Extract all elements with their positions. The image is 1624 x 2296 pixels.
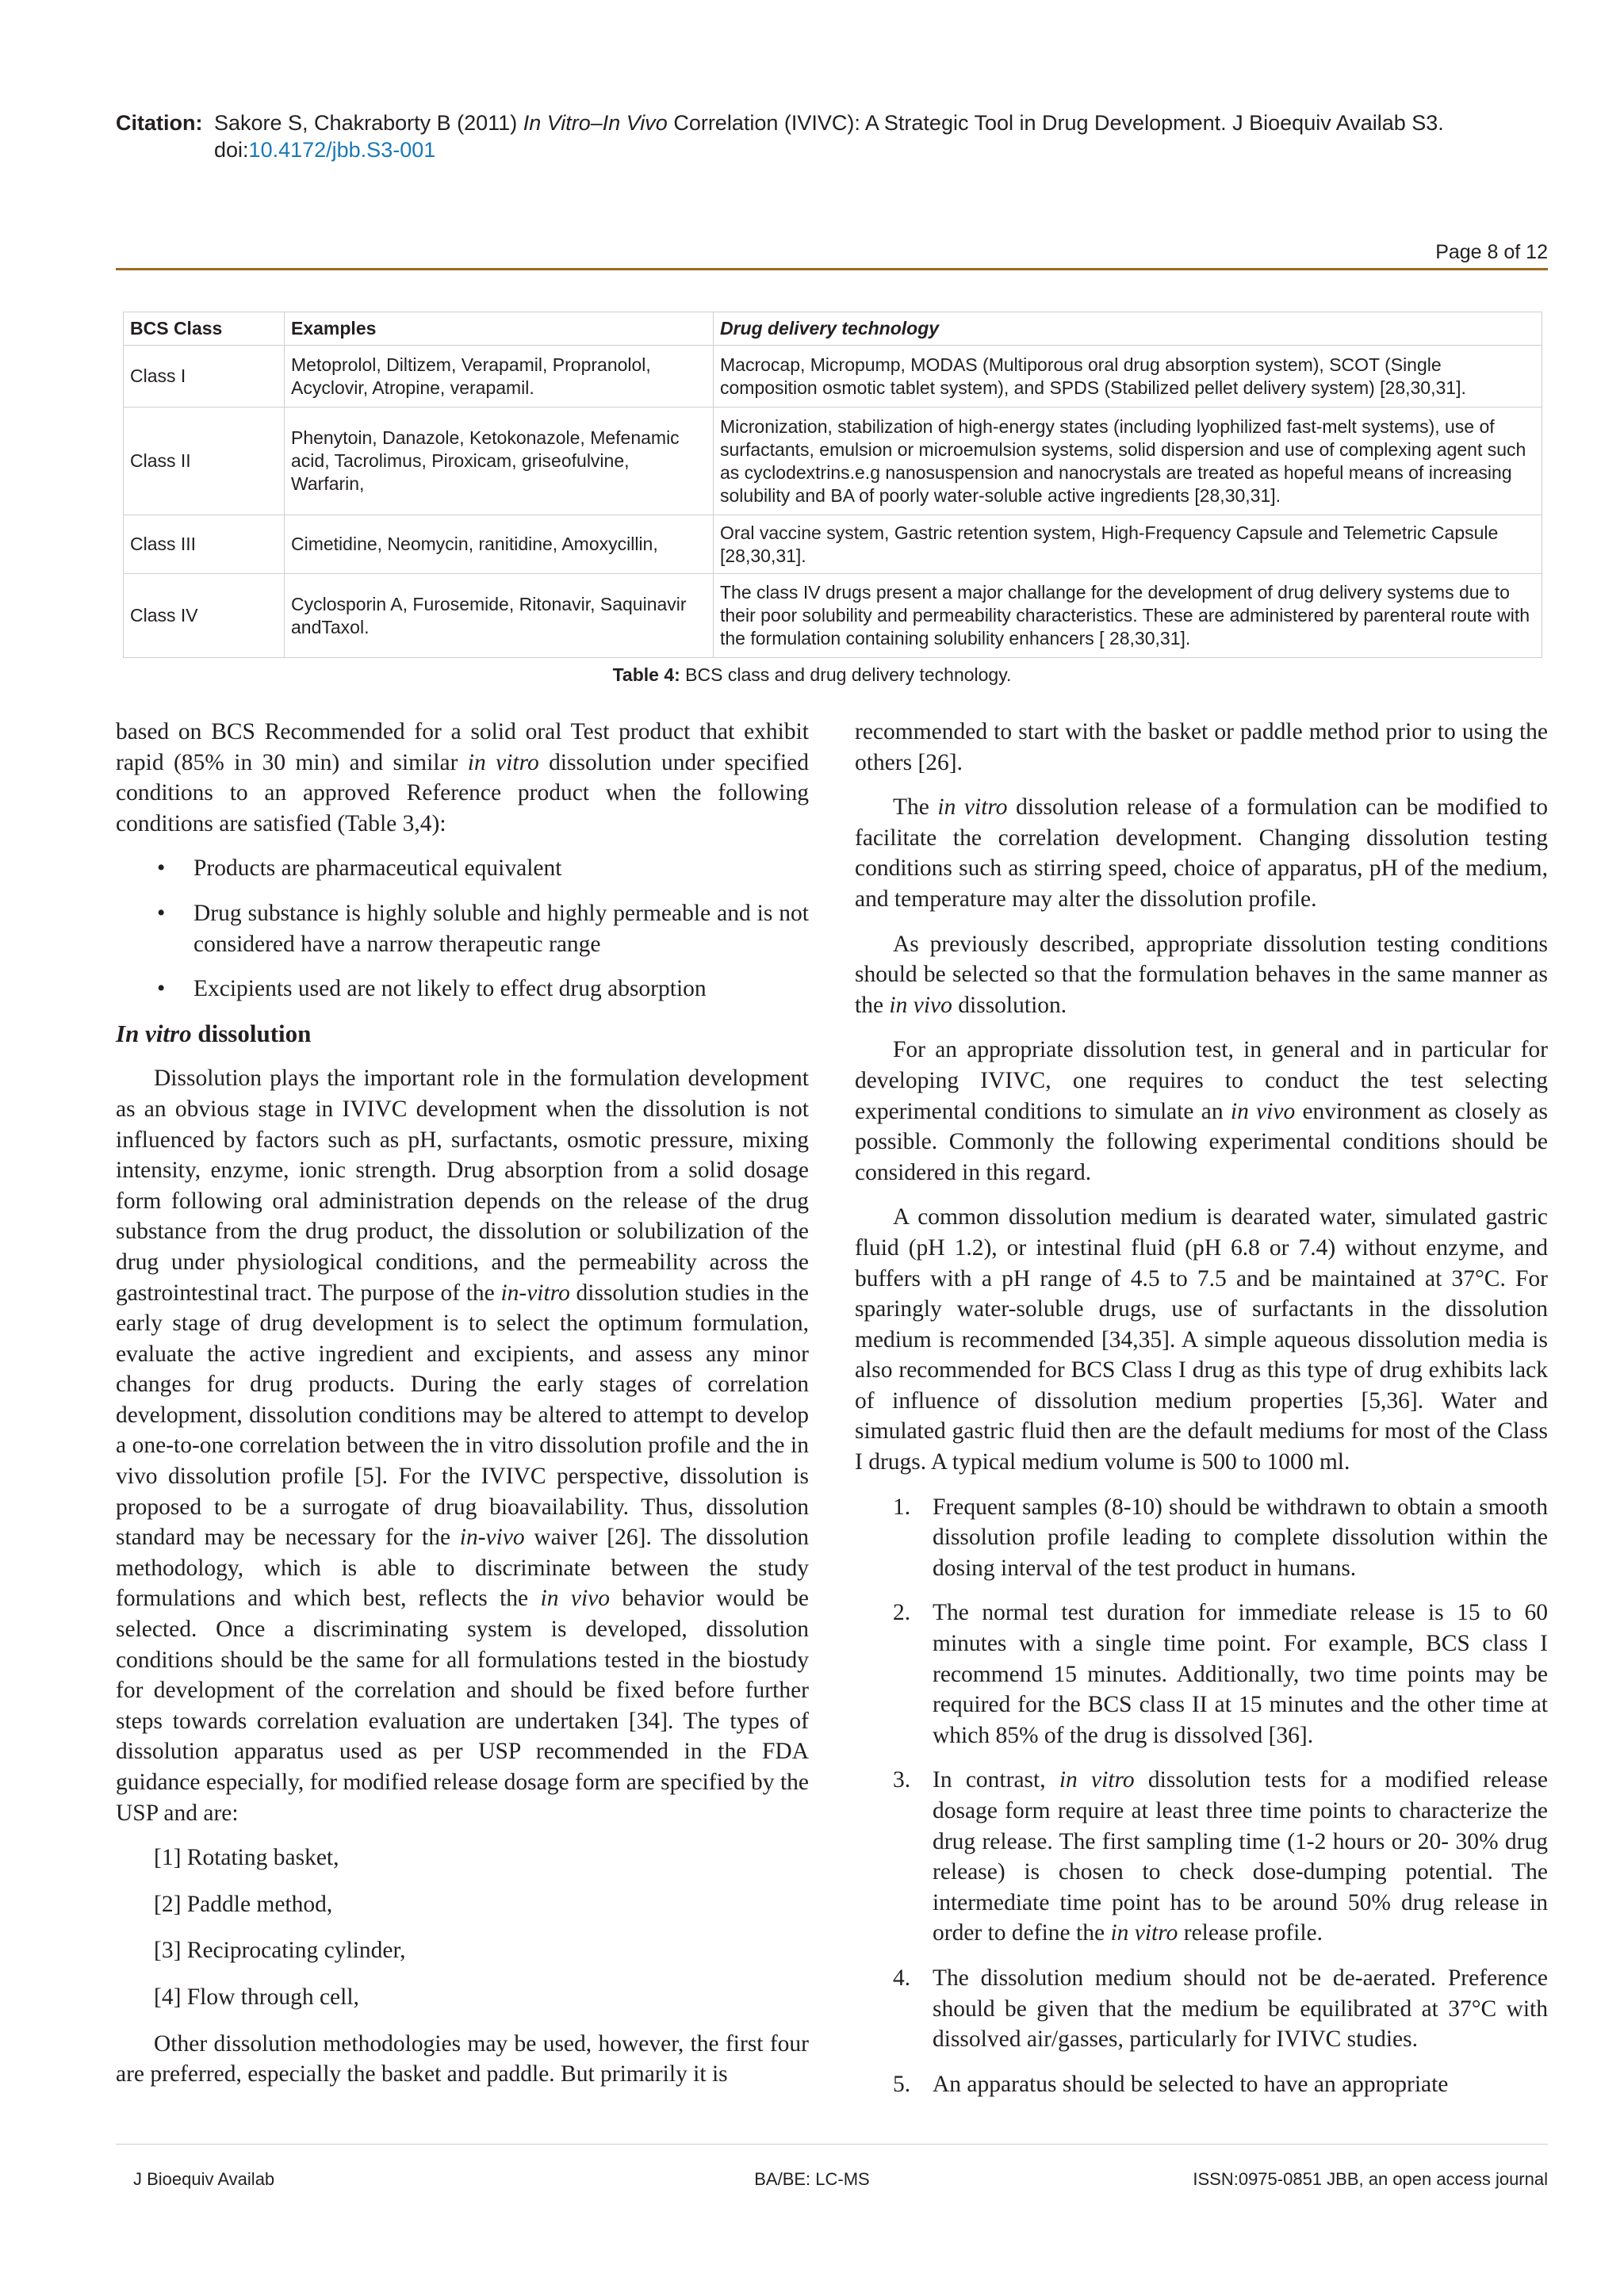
text-italic: in vitro: [1059, 1767, 1135, 1793]
paragraph: Other dissolution methodologies may be used, however, the first four are preferred, especially the basket and paddle. But primarily it is: [116, 2030, 809, 2087]
bullet-list: [116, 853, 809, 1004]
list-item-text: Excipients used are not likely to effect drug absorption: [193, 976, 707, 1002]
paragraph: [116, 717, 809, 839]
text-italic: in vitro: [467, 749, 539, 775]
text-run: based on BCS Recommended for a solid oral Test product that exhibit rapid (85% in 30 min) and similar: [116, 719, 809, 775]
header-drug-delivery: Drug delivery technology: [714, 312, 1542, 346]
text-italic: in vivo: [1230, 1098, 1296, 1124]
table-row: [124, 346, 1542, 408]
bcs-table: [123, 312, 1542, 658]
list-item-text: Drug substance is highly soluble and highly permeable and is not considered have a narrow therapeutic range: [193, 900, 809, 957]
cell-technology: Macrocap, Micropump, MODAS (Multiporous oral drug absorption system), SCOT (Single composition osmotic tablet system), and SPDS (Stabilized pellet delivery system) [28,30,31].: [714, 346, 1542, 408]
left-column: [116, 717, 809, 2090]
cell-class: Class III: [124, 515, 285, 574]
list-item: [116, 853, 809, 884]
section-heading: [116, 1019, 809, 1050]
apparatus-item: [4] Flow through cell,: [154, 1984, 359, 2010]
text-run: Dissolution plays the important role in the formulation development as an obvious stage in IVIVC development when the dissolution is not influenced by factors such as pH, surfactants, osmotic pressure, mixing intensity, enzyme, ionic strength. Drug absorption from a solid dosage form following oral administration depends on the release of the drug substance from the drug product, the dissolution or solubilization of the drug under physiological conditions, and the permeability across the gastrointestinal tract. The purpose of the: [116, 1066, 809, 1306]
text-run: In contrast,: [933, 1767, 1059, 1793]
list-number: 4.: [893, 1965, 911, 1991]
footer-topic: BA/BE: LC-MS: [754, 2169, 870, 2189]
table-row: [124, 515, 1542, 574]
list-item: [116, 898, 809, 959]
header-bcs-class: BCS Class: [124, 312, 285, 346]
text-run: The: [893, 794, 938, 821]
bullet-icon: •: [157, 976, 166, 1002]
table-header-row: [124, 312, 1542, 346]
header-examples: Examples: [285, 312, 714, 346]
text-run: For an appropriate dissolution test, in general and in particular for developing IVIVC, one requires to conduct the test selecting experimental conditions to simulate an: [855, 1037, 1548, 1124]
list-item: [116, 974, 809, 1004]
cell-technology: The class IV drugs present a major challange for the development of drug delivery systems due to their poor solubility and permeability characteristics. These are administered by parenteral route with the formulation containing solubility enhancers [ 28,30,31].: [714, 574, 1542, 658]
cell-examples: Cyclosporin A, Furosemide, Ritonavir, Saquinavir andTaxol.: [285, 574, 714, 658]
list-item-text: Products are pharmaceutical equivalent: [193, 855, 562, 882]
text-run: dissolution under specified conditions to an approved Reference product when the following conditions are satisfied (Table 3,4):: [116, 749, 810, 836]
bullet-icon: •: [157, 855, 166, 882]
text-run: dissolution release of a formulation can be modified to facilitate the correlation development. Changing dissolution testing conditions such as stirring speed, choice of apparatus, pH of the medium, and temperature may alter the dissolution profile.: [855, 794, 1548, 912]
text-run: waiver [26]. The dissolution methodology, which is able to discriminate between the study formulations and which best, reflects the: [116, 1525, 810, 1612]
citation-authors: Sakore S, Chakraborty B (2011): [214, 111, 523, 135]
text-run: environment as closely as possible. Commonly the following experimental conditions should be considered in this regard.: [855, 1098, 1548, 1185]
citation-title-italic: In Vitro–In Vivo: [523, 111, 668, 135]
list-item: [855, 1765, 1548, 1949]
caption-text: BCS class and drug delivery technology.: [680, 664, 1012, 685]
cell-class: Class I: [124, 346, 285, 408]
citation-title: Correlation (IVIVC): A Strategic Tool in Drug Development. J Bioequiv Availab S3.: [667, 111, 1444, 135]
apparatus-item: [2] Paddle method,: [154, 1891, 333, 1917]
text-italic: in vitro: [937, 794, 1008, 821]
header-divider: [116, 268, 1548, 270]
cell-technology: Micronization, stabilization of high-energy states (including lyophilized fast-melt systems), use of surfactants, emulsion or microemulsion systems, solid dispersion and use of complexing agent such as cyclodextrins.e.g nanosuspension and nanocrystals are treated as hopeful means of increasing solubility and BA of poorly water-soluble active ingredients [28,30,31].: [714, 408, 1542, 515]
text-italic: in-vitro: [500, 1280, 570, 1306]
paragraph: [116, 1063, 809, 1828]
cell-technology: Oral vaccine system, Gastric retention system, High-Frequency Capsule and Telemetric Capsule [28,30,31].: [714, 515, 1542, 574]
text-run: behavior would be selected. Once a discriminating system is developed, dissolution conditions should be the same for all formulations tested in the biostudy for development of the correlation and should be fixed before further steps towards correlation evaluation are undertaken [34]. The types of dissolution apparatus used as per USP recommended in the FDA guidance especially, for modified release dosage form are specified by the USP and are:: [116, 1586, 809, 1826]
page-number: Page 8 of 12: [1435, 241, 1548, 263]
text-run: dissolution tests for a modified release dosage form require at least three time points to characterize the drug release. The first sampling time (1-2 hours or 20- 30% drug release) is chosen to check dose-dumping potential. The intermediate time point has to be around 50% drug release in order to define the: [933, 1767, 1548, 1946]
list-item: [855, 2069, 1548, 2100]
cell-examples: Phenytoin, Danazole, Ketokonazole, Mefenamic acid, Tacrolimus, Piroxicam, griseofulvine, Warfarin,: [285, 408, 714, 515]
cell-examples: Metoprolol, Diltizem, Verapamil, Propranolol, Acyclovir, Atropine, verapamil.: [285, 346, 714, 408]
text-run: release profile.: [1178, 1920, 1323, 1946]
citation-label: Citation:: [116, 111, 203, 135]
list-item-text: An apparatus should be selected to have an appropriate: [933, 2071, 1449, 2097]
apparatus-item: [3] Reciprocating cylinder,: [154, 1938, 406, 1964]
paragraph: A common dissolution medium is dearated water, simulated gastric fluid (pH 1.2), or intestinal fluid (pH 6.8 or 7.4) without enzyme, and buffers with a pH range of 4.5 to 7.5 and be maintained at 37°C. For sparingly water-soluble drugs, use of surfactants in the dissolution medium is recommended [34,35]. A simple aqueous dissolution media is also recommended for BCS Class I drug as this type of drug exhibits lack of influence of dissolution medium properties [5,36]. Water and simulated gastric fluid then are the default mediums for most of the Class I drugs. A typical medium volume is 500 to 1000 ml.: [855, 1204, 1548, 1475]
text-run: dissolution.: [952, 992, 1067, 1018]
list-item-text: Frequent samples (8-10) should be withdrawn to obtain a smooth dissolution profile leading to complete dissolution within the dosing interval of the test product in humans.: [933, 1494, 1548, 1581]
heading-text: dissolution: [191, 1019, 312, 1047]
footer-journal: J Bioequiv Availab: [133, 2169, 275, 2189]
text-run: As previously described, appropriate dissolution testing conditions should be selected so that the formulation behaves in the same manner as the: [855, 931, 1548, 1018]
list-item: [855, 1963, 1548, 2055]
text-run: dissolution studies in the early stage of drug development is to select the optimum formulation, evaluate the active ingredient and excipients, and assess any minor changes for drug products. During the early stages of correlation development, dissolution conditions may be altered to attempt to develop a one-to-one correlation between the in vitro dissolution profile and the in vivo dissolution profile [5]. For the IVIVC perspective, dissolution is proposed to be a surrogate of drug bioavailability. Thus, dissolution standard may be necessary for the: [116, 1280, 809, 1551]
paragraph: [855, 1035, 1548, 1188]
apparatus-item: [1] Rotating basket,: [154, 1845, 339, 1871]
list-number: 3.: [893, 1767, 911, 1793]
text-italic: in vitro: [1110, 1920, 1178, 1946]
bullet-icon: •: [157, 900, 166, 926]
table-row: [124, 408, 1542, 515]
text-italic: in vivo: [540, 1586, 611, 1612]
heading-italic: In vitro: [116, 1019, 192, 1047]
list-item: [855, 1598, 1548, 1751]
doi-prefix: doi:: [214, 138, 249, 162]
list-item-text: The normal test duration for immediate release is 15 to 60 minutes with a single time point. For example, BCS class I recommend 15 minutes. Additionally, two time points may be required for the BCS class II at 15 minutes and the other time at which 85% of the drug is dissolved [36].: [933, 1600, 1548, 1748]
list-item: [855, 1492, 1548, 1584]
text-italic: in-vivo: [459, 1525, 525, 1551]
list-item-text: The dissolution medium should not be de-aerated. Preference should be given that the medium be equilibrated at 37°C with dissolved air/gasses, particularly for IVIVC studies.: [933, 1965, 1548, 2053]
table-row: [124, 574, 1542, 658]
citation: [116, 109, 1548, 163]
footer-issn: ISSN:0975-0851 JBB, an open access journal: [1193, 2169, 1548, 2189]
right-column: [855, 717, 1548, 2099]
paragraph: recommended to start with the basket or paddle method prior to using the others [26].: [855, 719, 1548, 775]
footer-divider: [116, 2144, 1548, 2145]
paragraph: [855, 792, 1548, 914]
list-number: 5.: [893, 2071, 911, 2097]
list-number: 2.: [893, 1600, 911, 1626]
citation-text: [214, 109, 1548, 163]
caption-label: Table 4:: [612, 664, 680, 685]
table-caption: [0, 664, 1624, 686]
list-number: 1.: [893, 1494, 911, 1520]
numbered-list: [855, 1492, 1548, 2100]
paragraph: [855, 929, 1548, 1021]
cell-class: Class II: [124, 408, 285, 515]
cell-examples: Cimetidine, Neomycin, ranitidine, Amoxycillin,: [285, 515, 714, 574]
cell-class: Class IV: [124, 574, 285, 658]
text-italic: in vivo: [889, 992, 952, 1018]
doi-link[interactable]: 10.4172/jbb.S3-001: [248, 138, 436, 162]
